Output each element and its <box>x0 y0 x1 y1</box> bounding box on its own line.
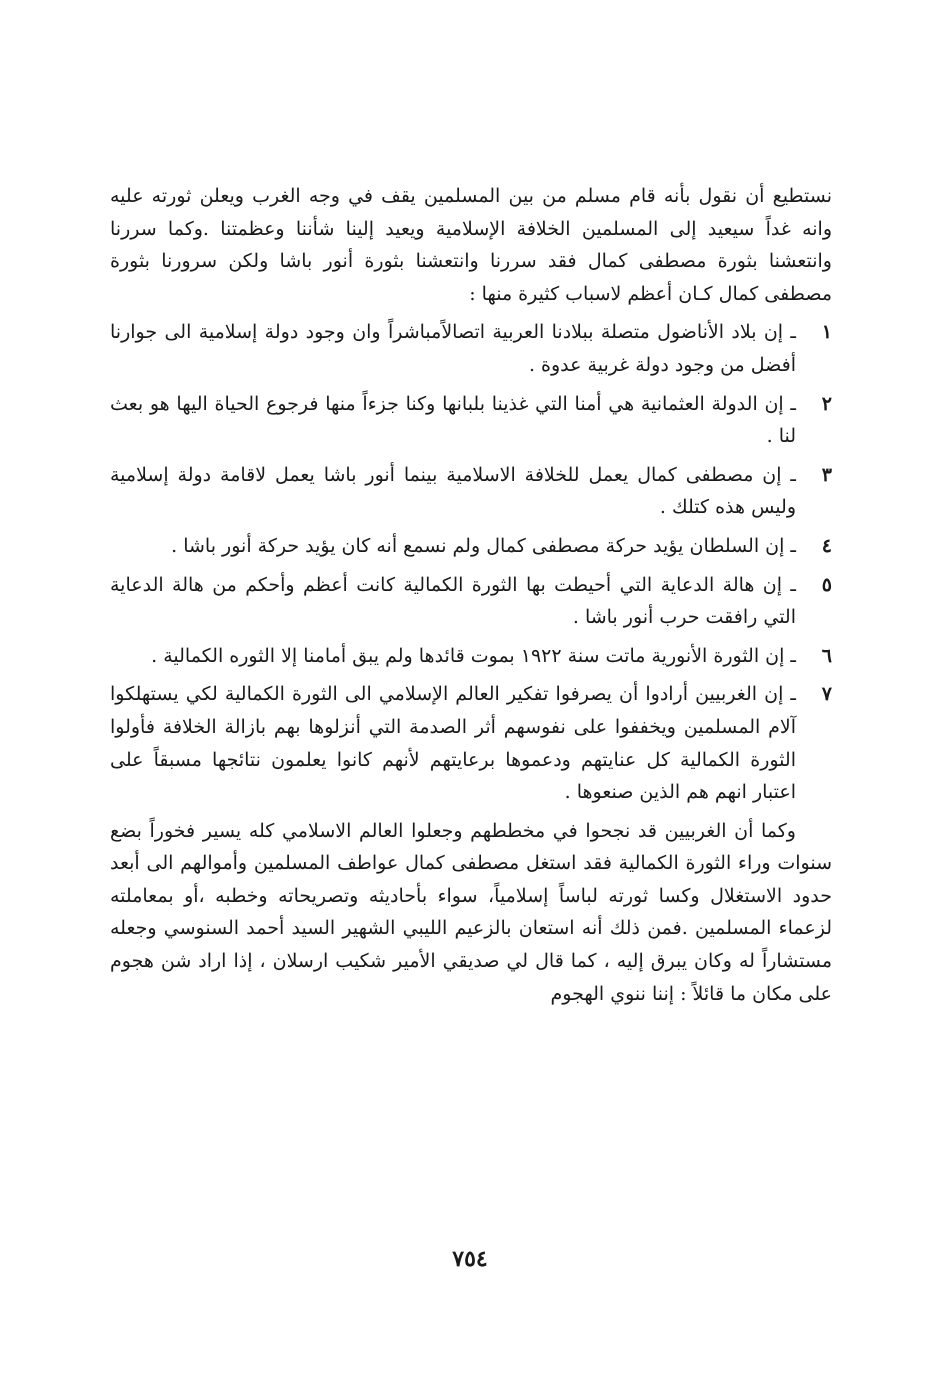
list-item-text: ـ إن بلاد الأناضول متصلة ببلادنا العربية اتصالاًمباشراً وان وجود دولة إسلامية الى جوارنا أفضل من وجود دولة غربية عدوة . <box>110 321 796 376</box>
list-item <box>110 569 832 634</box>
intro-paragraph: نستطيع أن نقول بأنه قام مسلم من بين المسلمين يقف في وجه الغرب ويعلن ثورته عليه وانه غداً سيعيد إلى المسلمين الخلافة الإسلامية ويعيد إلينا شأننا وعظمتنا .وكما سررنا وانتعشنا بثورة مصطفى كمال فقد سررنا وانتعشنا بثورة أنور باشا ولكن سرورنا بثورة مصطفى كمال كـان أعظم لاسباب كثيرة منها : <box>110 185 832 305</box>
page-number: ٧٥٤ <box>452 1246 488 1272</box>
closing-paragraph: وكما أن الغربيين قد نجحوا في مخططهم وجعلوا العالم الاسلامي كله يسير فخوراً بضع سنوات وراء الثورة الكمالية فقد استغل مصطفى كمال عواطف المسلمين وأموالهم الى أبعد حدود الاستغلال وكسا ثورته لباساً إسلامياً، سواء بأحاديثه وتصريحاته وخطبه ،أو بمعاملته لزعماء المسلمين .فمن ذلك أنه استعان بالزعيم الليبي الشهير السيد أحمد السنوسي وجعله مستشاراً له وكان يبرق إليه ، كما قال لي صديقي الأمير شكيب ارسلان ، إذا اراد شن هجوم على مكان ما قائلاً : إننا ننوي الهجوم <box>110 819 832 1005</box>
list-item-text: ـ إن الثورة الأنورية ماتت سنة ١٩٢٢ بموت قائدها ولم يبق أمامنا إلا الثوره الكمالية . <box>151 644 796 667</box>
list-item-number: ٦ <box>821 644 832 667</box>
list-item-number: ٣ <box>821 463 832 486</box>
list-item-text: ـ إن هالة الدعاية التي أحيطت بها الثورة الكمالية كانت أعظم وأحكم من هالة الدعاية التي رافقت حرب أنور باشا . <box>110 573 796 629</box>
list-item-text: ـ إن السلطان يؤيد حركة مصطفى كمال ولم نسمع أنه كان يؤيد حركة أنور باشا . <box>171 534 796 557</box>
list-item-number: ٥ <box>821 573 832 596</box>
page-body <box>110 180 832 1010</box>
list-item-number: ١ <box>821 321 832 344</box>
reasons-list <box>110 316 832 808</box>
list-item-text: ـ إن مصطفى كمال يعمل للخلافة الاسلامية بينما أنور باشا يعمل لاقامة دولة إسلامية وليس هذه كتلك . <box>110 463 796 519</box>
list-item <box>110 640 832 673</box>
list-item <box>110 316 832 381</box>
list-item-text: ـ إن الدولة العثمانية هي أمنا التي غذينا بلبانها وكنا جزءاً منها فرجوع الحياة اليها هو بعث لنا . <box>110 392 796 448</box>
list-item <box>110 388 832 453</box>
list-item-text: ـ إن الغربيين أرادوا أن يصرفوا تفكير العالم الإسلامي الى الثورة الكمالية لكي يستهلكوا آلام المسلمين ويخففوا على نفوسهم أثر الصدمة التي أنزلوها بهم بازالة الخلافة فأولوا الثورة الكمالية كل عنايتهم ودعموها برعايتهم لأنهم كانوا يعلمون نتائجها مسبقاً على اعتبار انهم هم الذين صنعوها . <box>110 683 796 804</box>
list-item <box>110 678 832 808</box>
list-item-number: ٢ <box>821 392 832 415</box>
list-item <box>110 459 832 524</box>
list-item <box>110 530 832 563</box>
list-item-number: ٧ <box>821 683 832 706</box>
list-item-number: ٤ <box>821 534 832 557</box>
